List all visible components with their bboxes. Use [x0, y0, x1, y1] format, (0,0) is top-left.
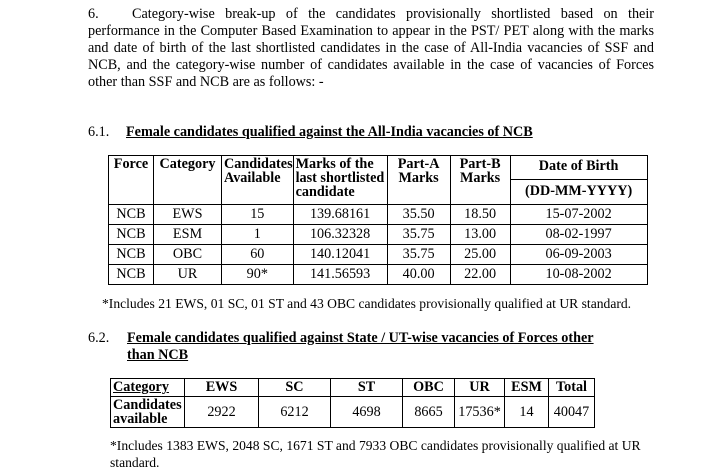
cell-total: 40047: [549, 397, 595, 428]
cell-available: 60: [222, 245, 294, 265]
header-candidates-available: Candidates Available: [222, 156, 294, 205]
cell-st: 4698: [331, 397, 403, 428]
cell-dob: 10-08-2002: [510, 265, 647, 285]
header-st: ST: [331, 379, 403, 397]
header-category: Category: [111, 379, 185, 397]
cell-dob: 08-02-1997: [510, 225, 647, 245]
paragraph-number: 6.: [88, 6, 99, 22]
header-marks-last-shortlisted: Marks of the last shortlisted candidate: [293, 156, 387, 205]
cell-category: ESM: [154, 225, 222, 245]
cell-part-a: 35.75: [387, 225, 450, 245]
table-row: [111, 397, 595, 428]
section2-title-line2: than NCB: [127, 347, 189, 363]
cell-available: 15: [222, 205, 294, 225]
cell-part-a: 35.75: [387, 245, 450, 265]
header-part-a: Part-A Marks: [387, 156, 450, 205]
cell-available: 1: [222, 225, 294, 245]
forces-table: [110, 378, 595, 428]
cell-part-a: 40.00: [387, 265, 450, 285]
section1-title: Female candidates qualified against the All-India vacancies of NCB: [126, 124, 533, 140]
cell-category: UR: [154, 265, 222, 285]
cell-sc: 6212: [259, 397, 331, 428]
table-row: [109, 205, 648, 225]
ncb-table-header: [109, 156, 648, 205]
cell-category: OBC: [154, 245, 222, 265]
section1-footnote: *Includes 21 EWS, 01 SC, 01 ST and 43 OBC candidates provisionally qualified at UR standard.: [102, 296, 632, 311]
cell-dob: 15-07-2002: [510, 205, 647, 225]
cell-force: NCB: [109, 265, 154, 285]
cell-part-a: 35.50: [387, 205, 450, 225]
header-category: Category: [154, 156, 222, 205]
header-total: Total: [549, 379, 595, 397]
cell-part-b: 13.00: [450, 225, 510, 245]
header-dob-cell: [510, 156, 647, 205]
cell-available: 90*: [222, 265, 294, 285]
section2-title-line1: Female candidates qualified against State / UT-wise vacancies of Forces other: [127, 330, 594, 346]
forces-table-header: [111, 379, 595, 397]
cell-ews: 2922: [185, 397, 259, 428]
cell-obc: 8665: [403, 397, 455, 428]
cell-marks: 106.32328: [293, 225, 387, 245]
header-dob: Date of Birth: [538, 158, 619, 174]
paragraph-text: Category-wise break-up of the candidates provisionally shortlisted based on their performance in the Computer Based Examination to appear in the PST/ PET along with the marks and date of birth of the last shortlisted candidates in the case of All-India vacancies of SSF and NCB, and the category-wise number of candidates available in the case of vacancies of Forces other than SSF and NCB are as follows: -: [88, 6, 654, 90]
cell-dob: 06-09-2003: [510, 245, 647, 265]
cell-force: NCB: [109, 245, 154, 265]
cell-category: EWS: [154, 205, 222, 225]
header-sc: SC: [259, 379, 331, 397]
section1-number: 6.1.: [88, 124, 110, 140]
header-force: Force: [109, 156, 154, 205]
cell-esm: 14: [505, 397, 549, 428]
cell-part-b: 22.00: [450, 265, 510, 285]
intro-paragraph: [88, 6, 654, 91]
cell-marks: 139.68161: [293, 205, 387, 225]
cell-force: NCB: [109, 225, 154, 245]
header-dob-format: (DD-MM-YYYY): [511, 179, 647, 203]
cell-ur: 17536*: [455, 397, 505, 428]
cell-marks: 141.56593: [293, 265, 387, 285]
header-esm: ESM: [505, 379, 549, 397]
header-part-b: Part-B Marks: [450, 156, 510, 205]
section2-footnote: *Includes 1383 EWS, 2048 SC, 1671 ST and 7933 OBC candidates provisionally qualified at UR standard.: [110, 438, 641, 470]
cell-part-b: 25.00: [450, 245, 510, 265]
table-row: [109, 245, 648, 265]
table-row: [109, 225, 648, 245]
cell-marks: 140.12041: [293, 245, 387, 265]
header-ews: EWS: [185, 379, 259, 397]
ncb-table: [108, 155, 648, 285]
table-row: [109, 265, 648, 285]
section2-number: 6.2.: [88, 330, 110, 346]
header-obc: OBC: [403, 379, 455, 397]
header-ur: UR: [455, 379, 505, 397]
section2-heading: [88, 330, 594, 364]
section1-heading: [88, 124, 533, 141]
row-label-candidates-available: Candidates available: [111, 397, 185, 428]
cell-part-b: 18.50: [450, 205, 510, 225]
cell-force: NCB: [109, 205, 154, 225]
